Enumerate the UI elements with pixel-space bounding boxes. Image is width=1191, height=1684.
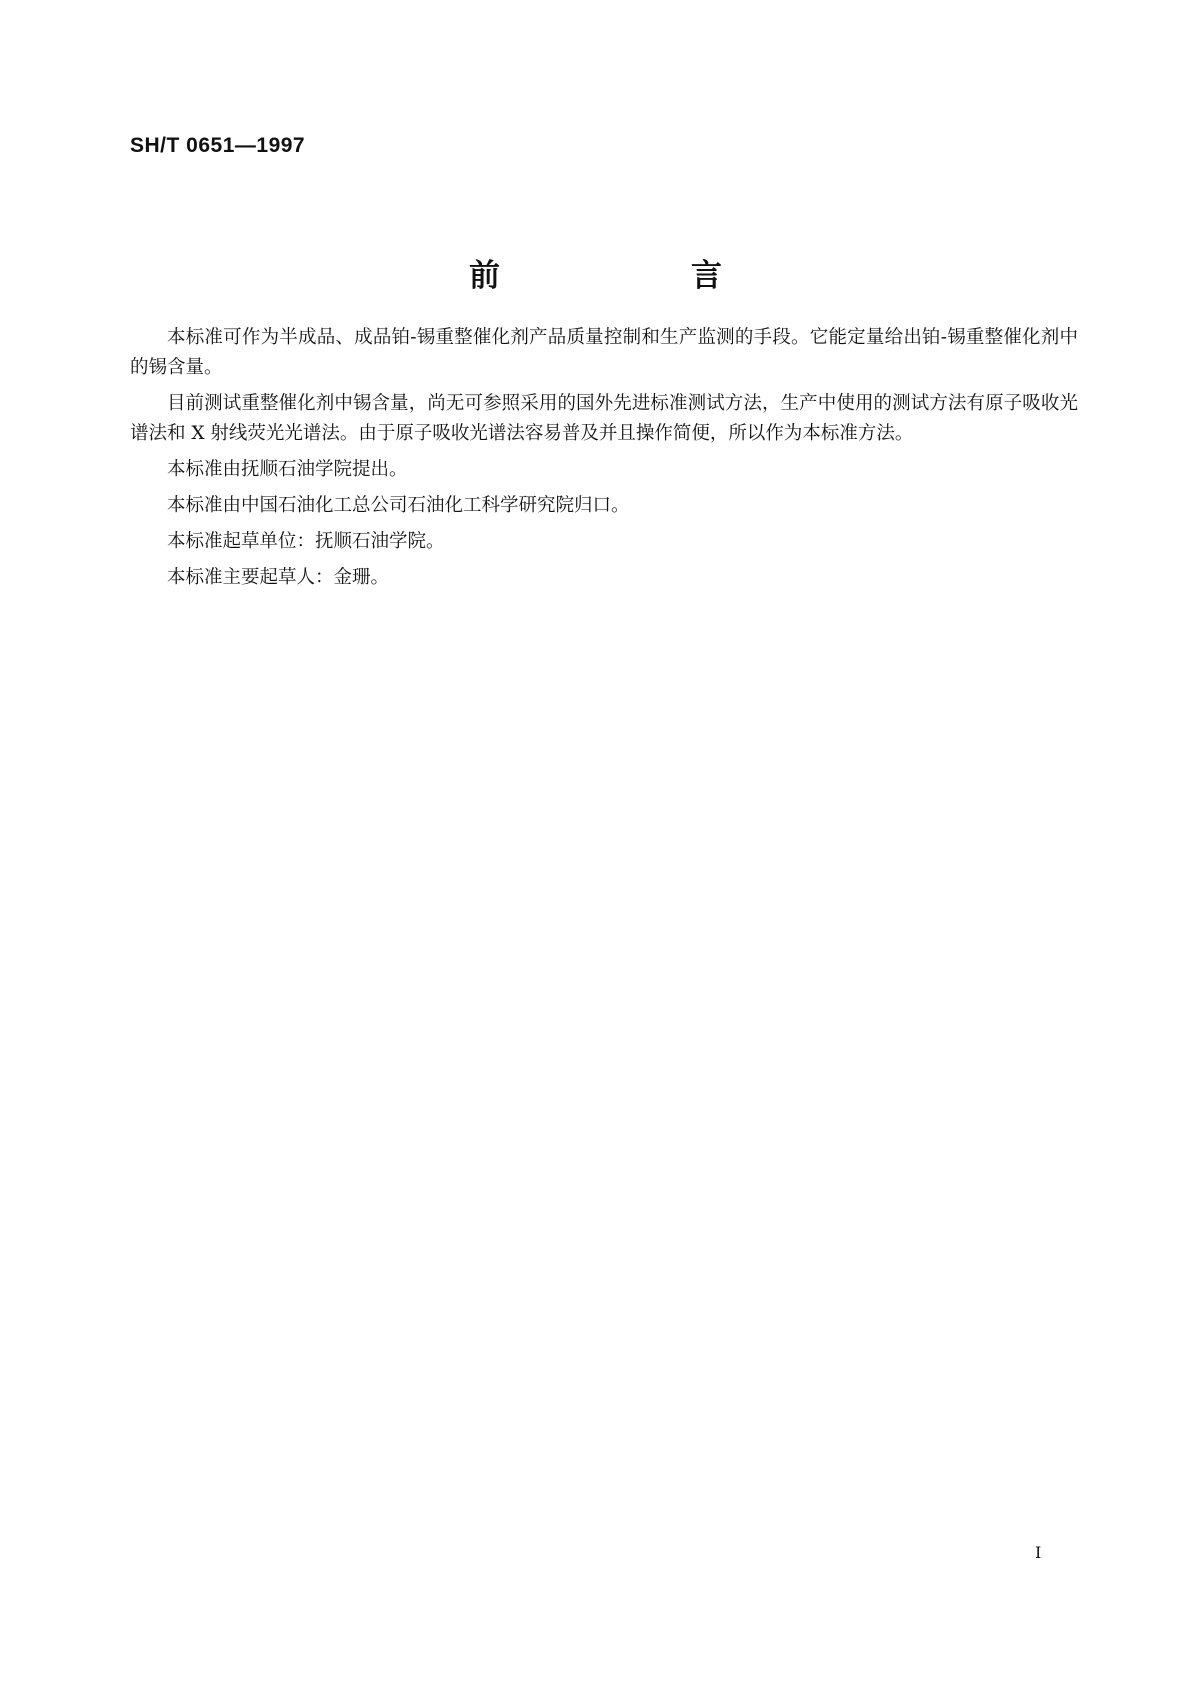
preface-body	[130, 323, 1078, 599]
preface-title: 前 言	[469, 258, 802, 294]
paragraph-methods: 目前测试重整催化剂中锡含量，尚无可参照采用的国外先进标准测试方法，生产中使用的测试方法有原子吸收光谱法和 X 射线荧光光谱法。由于原子吸收光谱法容易普及并且操作简便，所以作为本标准方法。	[130, 393, 1078, 444]
paragraph-drafter: 本标准主要起草人：金珊。	[167, 567, 390, 588]
paragraph-purpose: 本标准可作为半成品、成品铂-锡重整催化剂产品质量控制和生产监测的手段。它能定量给出铂-锡重整催化剂中的锡含量。	[130, 327, 1078, 378]
paragraph-proposer: 本标准由抚顺石油学院提出。	[167, 459, 408, 480]
standard-code: SH/T 0651—1997	[130, 134, 306, 157]
paragraph-drafting-unit: 本标准起草单位：抚顺石油学院。	[167, 531, 445, 552]
paragraph-administrator: 本标准由中国石油化工总公司石油化工科学研究院归口。	[167, 495, 630, 516]
page-number: I	[1035, 1543, 1042, 1562]
